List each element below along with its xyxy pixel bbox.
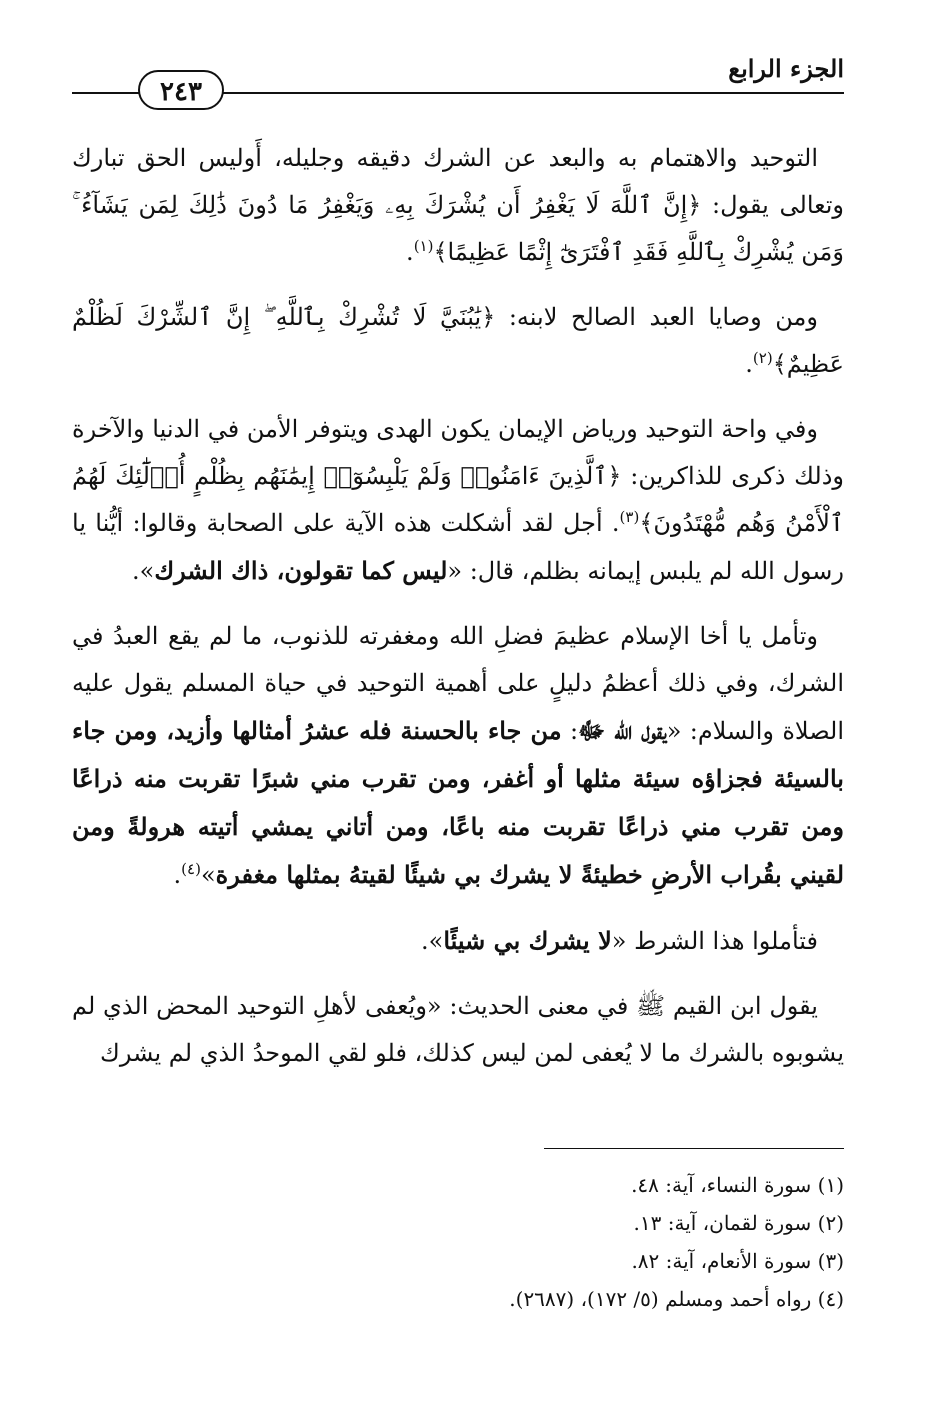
footnote: (٤) رواه أحمد ومسلم (٥/ ١٧٢)، (٢٦٨٧). [509,1287,844,1311]
paragraph-text: ». [421,927,444,955]
page-number: ٢٤٣ [138,70,224,110]
paragraph-text: وفي واحة التوحيد ورياض الإيمان يكون الهدى ويتوفر الأمن في الدنيا والآخرة وذلك ذكرى للذاكرين: [72,415,844,490]
quran-verse: ﴿إِنَّ ٱللَّهَ لَا يَغْفِرُ أَن يُشْرَكَ بِهِۦ وَيَغْفِرُ مَا دُونَ ذَٰلِكَ لِمَن يَشَآءُ ۚ وَمَن يُشْرِكْ بِٱللَّهِ فَقَدِ ٱفْتَرَىٰٓ إِثْمًا عَظِيمًا﴾ [72,191,844,266]
paragraph-text: يقول ابن القيم ﷺ في معنى الحديث: «ويُعفى لأهلِ التوحيد المحض الذي لم يشوبوه بالشرك ما لا يُعفى لمن ليس كذلك، فلو لقي الموحدُ الذي لم يشرك [72,992,844,1067]
body-text [72,135,844,1095]
running-head: الجزء الرابع [728,54,844,83]
paragraph-text: . [173,861,182,889]
paragraph-text: . [406,238,414,266]
footnotes [72,1166,844,1318]
hadith-text: يقول الله ﷻ [578,716,667,745]
footnote-rule [544,1148,844,1149]
paragraph-text: : [561,717,579,745]
quran-verse: ﴿ٱلَّذِينَ ءَامَنُوا۟ وَلَمْ يَلْبِسُوٓا۟ إِيمَٰنَهُم بِظُلْمٍ أُو۟لَٰٓئِكَ لَهُمُ ٱلْأَمْنُ وَهُم مُّهْتَدُونَ﴾ [72,462,844,537]
paragraph-text: . [745,350,753,378]
footnote-reference: (٤) [181,860,201,878]
paragraph-text: ومن وصايا العبد الصالح لابنه: [495,303,818,331]
paragraph-text: ». [132,557,155,585]
page-header [72,48,844,107]
paragraph [72,406,844,595]
paragraph [72,917,844,965]
paragraph [72,613,844,899]
paragraph-text: فتأملوا هذا الشرط « [611,927,818,955]
footnote-reference: (٣) [619,508,640,526]
paragraph-text: » [200,861,216,889]
footnote: (٣) سورة الأنعام، آية: ٨٢. [631,1249,844,1273]
hadith-text: من جاء بالحسنة فله عشرُ أمثالها وأزيد، ومن جاء بالسيئة فجزاؤه سيئة مثلها أو أغفر، ومن تقرب مني شبرًا تقربت منه ذراعًا ومن تقرب مني ذراعًا تقربت منه باعًا، ومن أتاني يمشي أتيته هرولةً ومن لقيني بقُراب الأرضِ خطيئةً لا يشرك بي شيئًا لقيتهُ بمثلها مغفرة [72,716,844,889]
paragraph [72,294,844,388]
paragraph [72,983,844,1077]
footnote-reference: (١) [413,237,434,255]
footnote: (١) سورة النساء، آية: ٤٨. [631,1173,844,1197]
hadith-text: لا يشرك بي شيئًا [443,926,612,955]
paragraph [72,135,844,276]
paragraph-text: . أجل لقد أشكلت هذه الآية على الصحابة وقالوا: أيُّنا يا رسول الله لم يلبس إيمانه بظلم، قال: « [72,509,844,585]
paragraph-text: وتأمل يا أخا الإسلام عظيمَ فضلِ الله ومغفرته للذنوب، ما لم يقع العبدُ في الشرك، وفي ذلك أعظمُ دليلٍ على أهمية التوحيد في حياة المسلم يقول عليه الصلاة والسلام: « [72,622,845,745]
paragraph-text: التوحيد والاهتمام به والبعد عن الشرك دقيقه وجليله، أَوليس الحق تبارك وتعالى يقول: [72,144,844,219]
footnote-reference: (٢) [752,349,773,367]
footnote: (٢) سورة لقمان، آية: ١٣. [633,1211,844,1235]
hadith-text: ليس كما تقولون، ذاك الشرك [154,556,448,585]
quran-verse: ﴿يَٰبُنَيَّ لَا تُشْرِكْ بِٱللَّهِ ۖ إِنَّ ٱلشِّرْكَ لَظُلْمٌ عَظِيمٌ﴾ [72,303,844,378]
